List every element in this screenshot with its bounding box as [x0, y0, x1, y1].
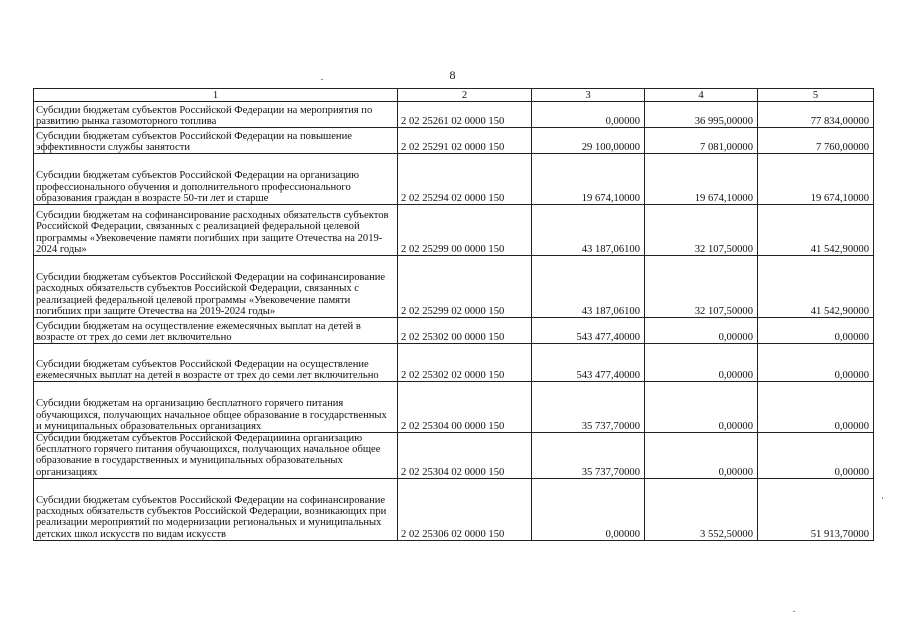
row-value-col3: 43 187,06100 — [532, 205, 645, 256]
row-value-col3: 35 737,70000 — [532, 433, 645, 479]
table-row — [34, 382, 874, 433]
table-row — [34, 344, 874, 382]
table-row — [34, 318, 874, 344]
row-value-col4: 0,00000 — [645, 433, 758, 479]
row-value-col4: 0,00000 — [645, 318, 758, 344]
row-budget-code: 2 02 25304 00 0000 150 — [398, 382, 532, 433]
table-row — [34, 128, 874, 154]
row-value-col5: 0,00000 — [758, 382, 874, 433]
table-row — [34, 154, 874, 205]
row-value-col4: 32 107,50000 — [645, 205, 758, 256]
row-value-col3: 0,00000 — [532, 478, 645, 540]
table-row — [34, 478, 874, 540]
header-row — [34, 89, 874, 102]
row-description: Субсидии бюджетам субъектов Российской Федерации на мероприятия по развитию рынка газомоторного топлива — [34, 102, 398, 128]
column-header-5: 5 — [758, 89, 874, 102]
scan-speck — [882, 497, 883, 499]
table-row — [34, 256, 874, 318]
row-value-col3: 19 674,10000 — [532, 154, 645, 205]
row-value-col3: 543 477,40000 — [532, 344, 645, 382]
row-budget-code: 2 02 25261 02 0000 150 — [398, 102, 532, 128]
row-value-col4: 32 107,50000 — [645, 256, 758, 318]
row-description: Субсидии бюджетам на осуществление ежемесячных выплат на детей в возрасте от трех до семи лет включительно — [34, 318, 398, 344]
row-value-col5: 51 913,70000 — [758, 478, 874, 540]
row-value-col5: 0,00000 — [758, 344, 874, 382]
row-value-col5: 19 674,10000 — [758, 154, 874, 205]
row-value-col3: 543 477,40000 — [532, 318, 645, 344]
row-value-col5: 77 834,00000 — [758, 102, 874, 128]
row-value-col3: 35 737,70000 — [532, 382, 645, 433]
budget-table — [33, 88, 874, 541]
row-description: Субсидии бюджетам субъектов Российской Федерации на повышение эффективности службы занятости — [34, 128, 398, 154]
row-budget-code: 2 02 25294 02 0000 150 — [398, 154, 532, 205]
row-description: Субсидии бюджетам субъектов Российской Федерацииина организацию бесплатного горячего питания обучающихся, получающих начальное общее образование в государственных и муниципальных образовательных организациях — [34, 433, 398, 479]
row-budget-code: 2 02 25291 02 0000 150 — [398, 128, 532, 154]
table-row — [34, 433, 874, 479]
row-value-col3: 0,00000 — [532, 102, 645, 128]
row-budget-code: 2 02 25304 02 0000 150 — [398, 433, 532, 479]
row-budget-code: 2 02 25302 00 0000 150 — [398, 318, 532, 344]
row-value-col3: 43 187,06100 — [532, 256, 645, 318]
row-description: Субсидии бюджетам на организацию бесплатного горячего питания обучающихся, получающих начальное общее образование в государственных и муниципальных образовательных организациях — [34, 382, 398, 433]
row-value-col4: 36 995,00000 — [645, 102, 758, 128]
row-description: Субсидии бюджетам субъектов Российской Федерации на софинансирование расходных обязательств субъектов Российской Федерации, связанных с реализацией федеральной целевой программы «Увековечение памяти погибших при защите Отечества на 2019-2024 годы» — [34, 256, 398, 318]
column-header-3: 3 — [532, 89, 645, 102]
row-description: Субсидии бюджетам субъектов Российской Федерации на осуществление ежемесячных выплат на детей в возрасте от трех до семи лет включительно — [34, 344, 398, 382]
row-value-col5: 41 542,90000 — [758, 205, 874, 256]
row-description: Субсидии бюджетам субъектов Российской Федерации на организацию профессионального обучения и дополнительного профессионального образования граждан в возрасте 50-ти лет и старше — [34, 154, 398, 205]
row-value-col4: 0,00000 — [645, 382, 758, 433]
row-value-col5: 7 760,00000 — [758, 128, 874, 154]
row-value-col5: 0,00000 — [758, 318, 874, 344]
table-row — [34, 205, 874, 256]
row-value-col5: 41 542,90000 — [758, 256, 874, 318]
row-value-col3: 29 100,00000 — [532, 128, 645, 154]
column-header-4: 4 — [645, 89, 758, 102]
row-value-col5: 0,00000 — [758, 433, 874, 479]
row-value-col4: 19 674,10000 — [645, 154, 758, 205]
row-value-col4: 7 081,00000 — [645, 128, 758, 154]
row-description: Субсидии бюджетам на софинансирование расходных обязательств субъектов Российской Федерации, связанных с реализацией федеральной целевой программы «Увековечение памяти погибших при защите Отечества на 2019-2024 годы» — [34, 205, 398, 256]
table-row — [34, 102, 874, 128]
row-budget-code: 2 02 25299 00 0000 150 — [398, 205, 532, 256]
row-description: Субсидии бюджетам субъектов Российской Федерации на софинансирование расходных обязательств субъектов Российской Федерации, возникающих при реализации мероприятий по модернизации региональных и муниципальных детских школ искусств по видам искусств — [34, 478, 398, 540]
page-number: 8 — [449, 68, 456, 82]
scan-speck — [793, 611, 795, 612]
column-header-2: 2 — [398, 89, 532, 102]
row-value-col4: 0,00000 — [645, 344, 758, 382]
row-budget-code: 2 02 25299 02 0000 150 — [398, 256, 532, 318]
row-value-col4: 3 552,50000 — [645, 478, 758, 540]
row-budget-code: 2 02 25302 02 0000 150 — [398, 344, 532, 382]
scan-speck — [321, 79, 323, 80]
column-header-1: 1 — [34, 89, 398, 102]
row-budget-code: 2 02 25306 02 0000 150 — [398, 478, 532, 540]
